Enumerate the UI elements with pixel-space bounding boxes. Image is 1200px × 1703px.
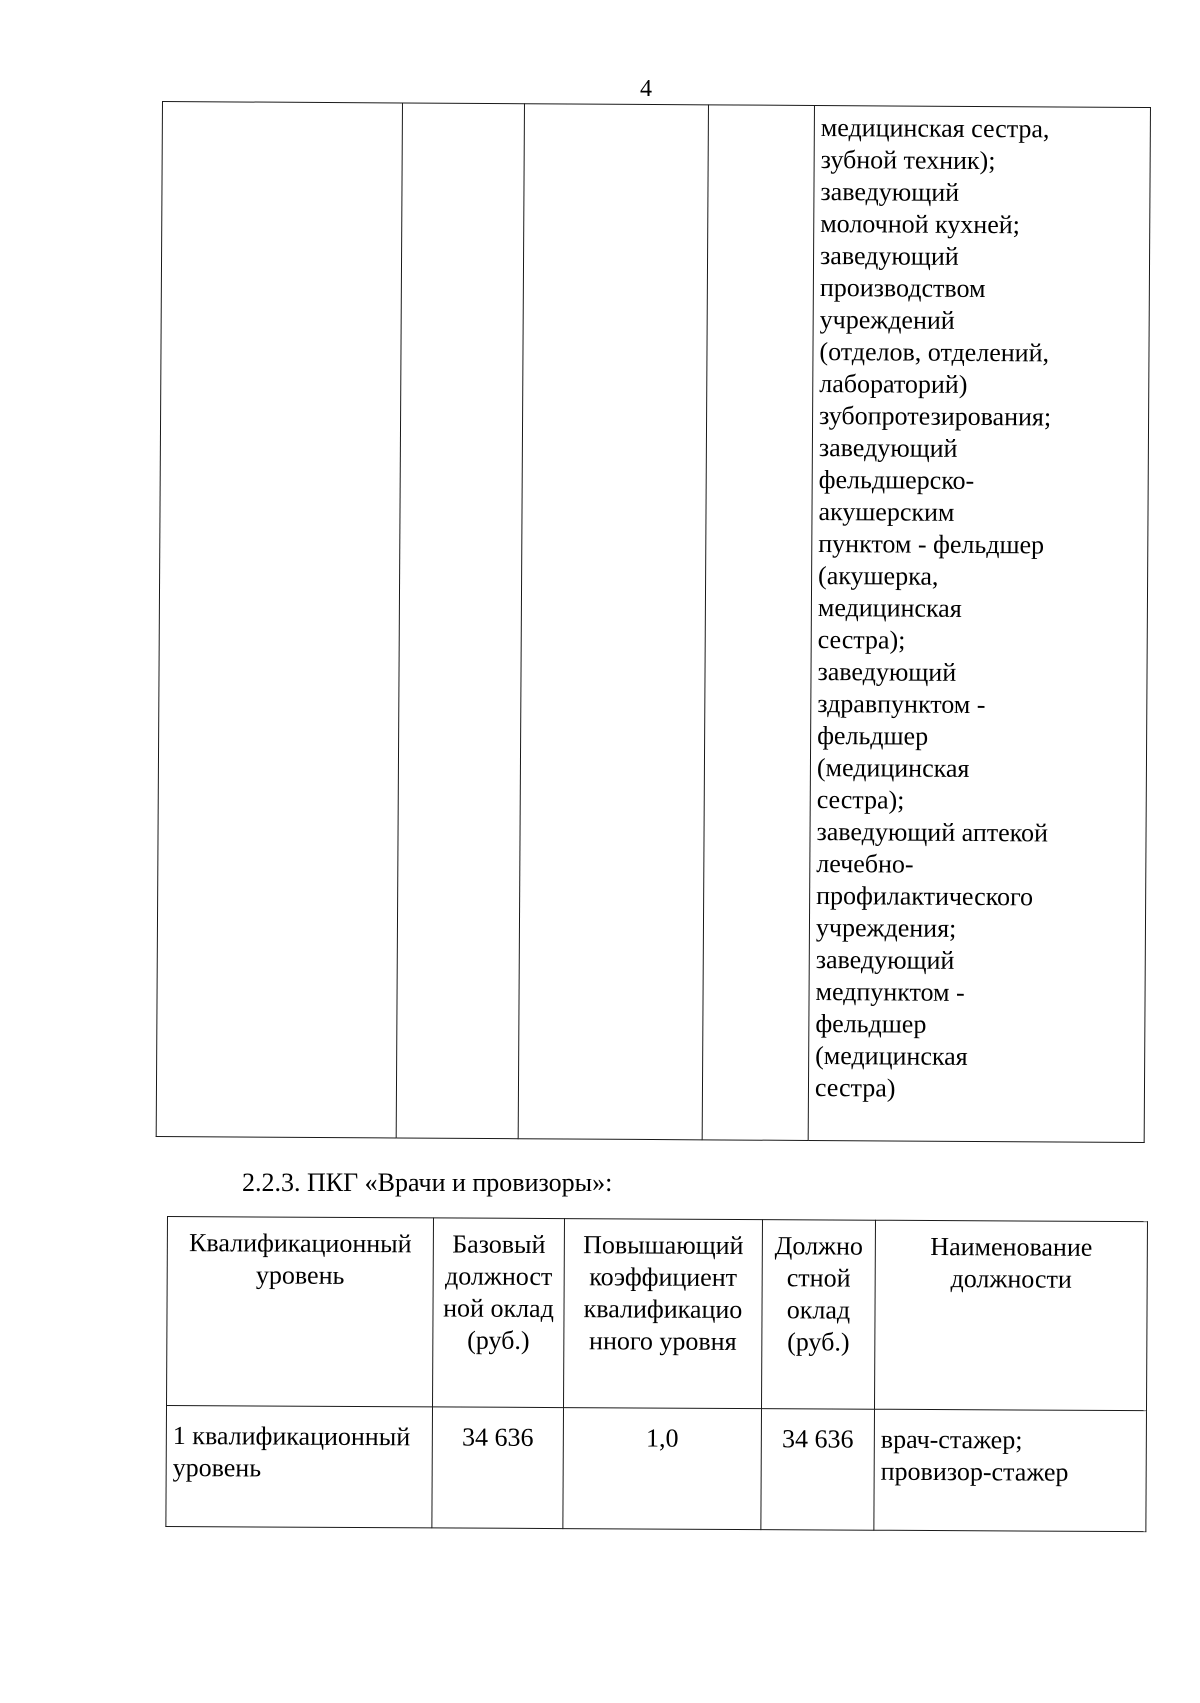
position-line: пунктом - фельдшер — [818, 529, 1045, 560]
position-line: учреждения; — [815, 913, 957, 943]
salary-cell: 34 636 — [761, 1409, 875, 1531]
position-line: заведующий — [817, 657, 957, 687]
position-line: заведующий — [818, 433, 958, 463]
header-base-salary: Базовый должност ной оклад (руб.) — [433, 1218, 565, 1408]
continued-table — [156, 101, 1151, 1143]
position-line: сестра); — [816, 785, 905, 815]
position-line: акушерским — [818, 497, 955, 527]
position-line: (акушерка, — [818, 561, 939, 591]
header-level: Квалификационный уровень — [167, 1217, 434, 1407]
position-line: провизор-стажер — [880, 1456, 1069, 1487]
position-line: зубной техник); — [820, 145, 996, 176]
position-line: лабораторий) — [819, 369, 968, 399]
position-line: здравпунктом - — [817, 689, 986, 720]
coefficient-cell: 1,0 — [563, 1408, 762, 1530]
position-line: фельдшер — [817, 721, 929, 751]
section-heading: 2.2.3. ПКГ «Врачи и провизоры»: — [242, 1168, 613, 1197]
table-row — [166, 1406, 1147, 1532]
doctors-table — [165, 1216, 1148, 1532]
position-line: производством — [819, 273, 986, 304]
position-line: сестра) — [814, 1073, 896, 1103]
position-line: заведующий — [815, 945, 955, 975]
position-line: врач-стажер; — [880, 1424, 1023, 1455]
position-line: лечебно- — [816, 849, 914, 879]
position-line: (медицинская — [815, 1041, 968, 1071]
base-salary-cell: 34 636 — [432, 1407, 564, 1529]
table-header-row — [167, 1217, 1148, 1411]
header-salary: Должно стной оклад (руб.) — [761, 1220, 875, 1410]
position-cell — [874, 1409, 1147, 1531]
position-line: медпунктом - — [815, 977, 965, 1007]
position-line: заведующий — [820, 177, 960, 207]
position-line: медицинская — [817, 593, 962, 623]
page-number: 4 — [640, 76, 652, 102]
position-line: (медицинская — [816, 753, 970, 783]
position-line: заведующий — [819, 241, 959, 271]
table-row — [156, 102, 1150, 1143]
position-line: заведующий аптекой — [816, 817, 1049, 848]
position-line: профилактического — [816, 881, 1034, 912]
position-line: фельдшер — [815, 1009, 927, 1039]
position-cell — [808, 105, 1150, 1142]
header-coefficient: Повышающий коэффициент квалификацио нного уровня — [564, 1219, 763, 1409]
base-salary-cell — [396, 103, 524, 1139]
position-line: зубопротезирования; — [819, 401, 1052, 432]
header-position: Наименование должности — [874, 1220, 1147, 1410]
coefficient-cell — [518, 104, 708, 1140]
position-line: медицинская сестра, — [820, 113, 1050, 144]
position-line: (отделов, отделений, — [819, 337, 1050, 368]
position-line: молочной кухней; — [820, 209, 1021, 240]
level-cell — [156, 102, 402, 1138]
position-line: фельдшерско- — [818, 465, 975, 495]
salary-cell — [702, 105, 814, 1141]
position-line: учреждений — [819, 305, 955, 335]
level-cell: 1 квалификационный уровень — [166, 1406, 433, 1528]
position-line: сестра); — [817, 625, 906, 655]
